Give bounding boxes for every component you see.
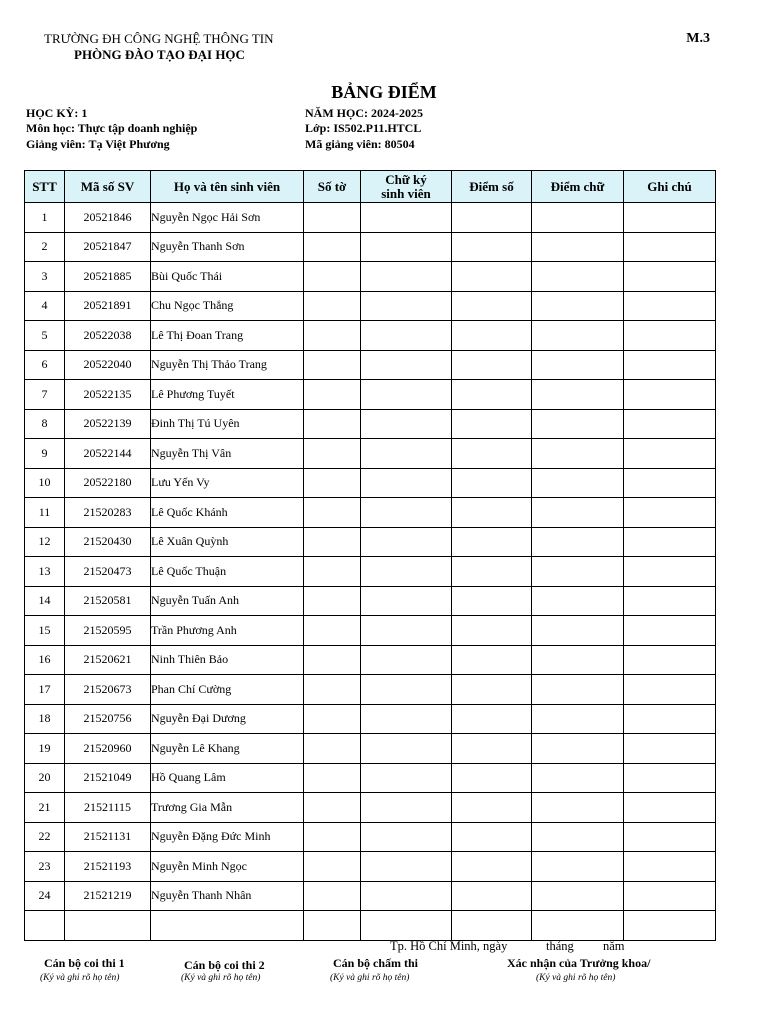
student-id-cell: [65, 911, 151, 941]
score-words-cell: [532, 793, 624, 823]
signature-cell: [361, 704, 452, 734]
signature-cell: [361, 793, 452, 823]
score-cell: [452, 262, 532, 292]
stt-cell: 20: [25, 763, 65, 793]
signature-cell: [361, 852, 452, 882]
table-row: [25, 645, 716, 675]
note-cell: [624, 527, 716, 557]
table-row: [25, 557, 716, 587]
student-name-cell: Nguyễn Thị Vân: [151, 439, 304, 469]
signature-cell: [361, 911, 452, 941]
sheet-count-cell: [304, 409, 361, 439]
note-cell: [624, 439, 716, 469]
note-cell: [624, 645, 716, 675]
column-header-signature: Chữ ký sinh viên: [361, 171, 452, 203]
signature-cell: [361, 675, 452, 705]
class-label: Lớp: IS502.P11.HTCL: [305, 121, 422, 135]
year-label: năm: [603, 939, 625, 953]
student-id-cell: 20521891: [65, 291, 151, 321]
stt-cell: 16: [25, 645, 65, 675]
note-cell: [624, 291, 716, 321]
stt-cell: 18: [25, 704, 65, 734]
stt-cell: 2: [25, 232, 65, 262]
signature-cell: [361, 586, 452, 616]
score-cell: [452, 468, 532, 498]
note-cell: [624, 734, 716, 764]
stt-cell: 6: [25, 350, 65, 380]
note-cell: [624, 793, 716, 823]
table-row: [25, 350, 716, 380]
stt-cell: 8: [25, 409, 65, 439]
table-row: [25, 763, 716, 793]
score-words-cell: [532, 350, 624, 380]
signature-cell: [361, 232, 452, 262]
student-id-cell: 20522180: [65, 468, 151, 498]
signer-note-grader: (Ký và ghi rõ họ tên): [330, 973, 410, 983]
student-name-cell: Trương Gia Mẫn: [151, 793, 304, 823]
score-cell: [452, 498, 532, 528]
sheet-count-cell: [304, 675, 361, 705]
signature-cell: [361, 763, 452, 793]
table-row: [25, 321, 716, 351]
score-cell: [452, 616, 532, 646]
score-cell: [452, 232, 532, 262]
student-name-cell: Nguyễn Thị Thảo Trang: [151, 350, 304, 380]
score-words-cell: [532, 763, 624, 793]
form-code: M.3: [686, 31, 710, 46]
signature-cell: [361, 498, 452, 528]
grade-table: [24, 170, 716, 941]
note-cell: [624, 557, 716, 587]
score-words-cell: [532, 645, 624, 675]
sheet-count-cell: [304, 557, 361, 587]
sheet-count-cell: [304, 645, 361, 675]
stt-cell: 10: [25, 468, 65, 498]
stt-cell: 22: [25, 822, 65, 852]
stt-cell: 15: [25, 616, 65, 646]
score-words-cell: [532, 911, 624, 941]
signature-cell: [361, 468, 452, 498]
student-name-cell: Chu Ngọc Thắng: [151, 291, 304, 321]
score-cell: [452, 439, 532, 469]
table-row: [25, 616, 716, 646]
student-id-cell: 21520960: [65, 734, 151, 764]
signature-cell: [361, 350, 452, 380]
score-words-cell: [532, 203, 624, 233]
note-cell: [624, 409, 716, 439]
signature-cell: [361, 645, 452, 675]
column-header-sheet-count: Số tờ: [304, 171, 361, 203]
month-label: tháng: [546, 939, 574, 953]
student-id-cell: 21520673: [65, 675, 151, 705]
student-id-cell: 21521131: [65, 822, 151, 852]
stt-cell: 19: [25, 734, 65, 764]
semester-label: HỌC KỲ: 1: [26, 106, 88, 120]
note-cell: [624, 586, 716, 616]
note-cell: [624, 881, 716, 911]
sheet-count-cell: [304, 498, 361, 528]
student-name-cell: Lê Xuân Quỳnh: [151, 527, 304, 557]
student-name-cell: Nguyễn Tuấn Anh: [151, 586, 304, 616]
sheet-count-cell: [304, 232, 361, 262]
sheet-count-cell: [304, 380, 361, 410]
stt-cell: 21: [25, 793, 65, 823]
score-cell: [452, 645, 532, 675]
sheet-count-cell: [304, 468, 361, 498]
score-words-cell: [532, 439, 624, 469]
signer-title-proctor-2: Cán bộ coi thi 2: [184, 958, 265, 972]
student-name-cell: Nguyễn Đặng Đức Minh: [151, 822, 304, 852]
score-words-cell: [532, 527, 624, 557]
score-words-cell: [532, 321, 624, 351]
score-cell: [452, 734, 532, 764]
table-row: [25, 498, 716, 528]
score-cell: [452, 586, 532, 616]
score-words-cell: [532, 291, 624, 321]
table-row: [25, 675, 716, 705]
note-cell: [624, 232, 716, 262]
student-id-cell: 20521846: [65, 203, 151, 233]
score-words-cell: [532, 586, 624, 616]
score-words-cell: [532, 557, 624, 587]
score-words-cell: [532, 380, 624, 410]
sheet-count-cell: [304, 852, 361, 882]
signature-cell: [361, 557, 452, 587]
lecturer-label: Giảng viên: Tạ Việt Phương: [26, 137, 170, 151]
sheet-count-cell: [304, 616, 361, 646]
stt-cell: 23: [25, 852, 65, 882]
signature-cell: [361, 203, 452, 233]
score-words-cell: [532, 616, 624, 646]
student-id-cell: 21520756: [65, 704, 151, 734]
sheet-count-cell: [304, 822, 361, 852]
sheet-count-cell: [304, 763, 361, 793]
table-row: [25, 203, 716, 233]
student-name-cell: Nguyễn Ngọc Hải Sơn: [151, 203, 304, 233]
student-name-cell: Nguyễn Minh Ngọc: [151, 852, 304, 882]
note-cell: [624, 262, 716, 292]
note-cell: [624, 468, 716, 498]
student-id-cell: 21520581: [65, 586, 151, 616]
signature-cell: [361, 409, 452, 439]
score-words-cell: [532, 675, 624, 705]
sheet-count-cell: [304, 527, 361, 557]
student-name-cell: [151, 911, 304, 941]
stt-cell: 4: [25, 291, 65, 321]
table-row: [25, 527, 716, 557]
note-cell: [624, 852, 716, 882]
signature-cell: [361, 881, 452, 911]
table-header-row: [25, 171, 716, 203]
score-cell: [452, 822, 532, 852]
stt-cell: 1: [25, 203, 65, 233]
student-id-cell: 21521219: [65, 881, 151, 911]
page-title: BẢNG ĐIỂM: [331, 82, 437, 102]
student-name-cell: Đinh Thị Tú Uyên: [151, 409, 304, 439]
score-words-cell: [532, 232, 624, 262]
sheet-count-cell: [304, 734, 361, 764]
stt-cell: 9: [25, 439, 65, 469]
student-name-cell: Lê Thị Đoan Trang: [151, 321, 304, 351]
student-id-cell: 21521049: [65, 763, 151, 793]
table-row: [25, 586, 716, 616]
student-id-cell: 20521847: [65, 232, 151, 262]
stt-cell: 7: [25, 380, 65, 410]
signature-cell: [361, 734, 452, 764]
score-cell: [452, 557, 532, 587]
table-row: [25, 704, 716, 734]
student-id-cell: 20522038: [65, 321, 151, 351]
score-cell: [452, 527, 532, 557]
table-row: [25, 852, 716, 882]
sheet-count-cell: [304, 350, 361, 380]
student-id-cell: 20522040: [65, 350, 151, 380]
table-row: [25, 734, 716, 764]
signer-title-proctor-1: Cán bộ coi thi 1: [44, 956, 125, 970]
note-cell: [624, 203, 716, 233]
stt-cell: 3: [25, 262, 65, 292]
signature-cell: [361, 380, 452, 410]
note-cell: [624, 763, 716, 793]
score-cell: [452, 321, 532, 351]
note-cell: [624, 616, 716, 646]
stt-cell: 13: [25, 557, 65, 587]
stt-cell: [25, 911, 65, 941]
student-name-cell: Nguyễn Thanh Sơn: [151, 232, 304, 262]
student-name-cell: Lê Phương Tuyết: [151, 380, 304, 410]
note-cell: [624, 822, 716, 852]
column-header-score-words: Điểm chữ: [532, 171, 624, 203]
score-words-cell: [532, 852, 624, 882]
note-cell: [624, 380, 716, 410]
score-words-cell: [532, 409, 624, 439]
signer-note-proctor-1: (Ký và ghi rõ họ tên): [40, 973, 120, 983]
table-row: [25, 262, 716, 292]
stt-cell: 17: [25, 675, 65, 705]
signature-cell: [361, 262, 452, 292]
score-words-cell: [532, 498, 624, 528]
student-name-cell: Nguyễn Thanh Nhân: [151, 881, 304, 911]
signer-title-dean: Xác nhận của Trưởng khoa/: [507, 956, 651, 970]
signer-note-dean: (Ký và ghi rõ họ tên): [536, 973, 616, 983]
table-row: [25, 439, 716, 469]
student-id-cell: 20521885: [65, 262, 151, 292]
note-cell: [624, 911, 716, 941]
note-cell: [624, 675, 716, 705]
course-label: Môn học: Thực tập doanh nghiệp: [26, 121, 198, 135]
signature-cell: [361, 321, 452, 351]
note-cell: [624, 498, 716, 528]
score-cell: [452, 203, 532, 233]
student-id-cell: 21521193: [65, 852, 151, 882]
sheet-count-cell: [304, 203, 361, 233]
student-name-cell: Lê Quốc Thuận: [151, 557, 304, 587]
table-row: [25, 881, 716, 911]
score-words-cell: [532, 262, 624, 292]
stt-cell: 14: [25, 586, 65, 616]
student-id-cell: 21521115: [65, 793, 151, 823]
signer-note-proctor-2: (Ký và ghi rõ họ tên): [181, 973, 261, 983]
student-name-cell: Hồ Quang Lâm: [151, 763, 304, 793]
student-id-cell: 21520283: [65, 498, 151, 528]
student-id-cell: 20522139: [65, 409, 151, 439]
score-words-cell: [532, 822, 624, 852]
note-cell: [624, 321, 716, 351]
score-cell: [452, 409, 532, 439]
score-words-cell: [532, 704, 624, 734]
signature-cell: [361, 616, 452, 646]
student-id-cell: 21520621: [65, 645, 151, 675]
signature-cell: [361, 439, 452, 469]
student-id-cell: 21520430: [65, 527, 151, 557]
sheet-count-cell: [304, 439, 361, 469]
table-row: [25, 793, 716, 823]
place-date-label: Tp. Hồ Chí Minh, ngày: [390, 939, 508, 953]
table-row: [25, 822, 716, 852]
sheet-count-cell: [304, 881, 361, 911]
student-id-cell: 20522135: [65, 380, 151, 410]
score-cell: [452, 380, 532, 410]
table-row: [25, 409, 716, 439]
sheet-count-cell: [304, 262, 361, 292]
student-id-cell: 20522144: [65, 439, 151, 469]
sheet-count-cell: [304, 793, 361, 823]
department-name: PHÒNG ĐÀO TẠO ĐẠI HỌC: [74, 47, 245, 62]
signature-cell: [361, 822, 452, 852]
signer-title-grader: Cán bộ chấm thi: [333, 956, 419, 970]
sheet-count-cell: [304, 911, 361, 941]
score-cell: [452, 763, 532, 793]
score-cell: [452, 291, 532, 321]
stt-cell: 12: [25, 527, 65, 557]
column-header-score: Điểm số: [452, 171, 532, 203]
student-name-cell: Trần Phương Anh: [151, 616, 304, 646]
column-header-note: Ghi chú: [624, 171, 716, 203]
column-header-stt: STT: [25, 171, 65, 203]
student-name-cell: Ninh Thiên Bảo: [151, 645, 304, 675]
student-name-cell: Lưu Yến Vy: [151, 468, 304, 498]
table-row: [25, 291, 716, 321]
score-cell: [452, 704, 532, 734]
column-header-student-id: Mã số SV: [65, 171, 151, 203]
student-name-cell: Lê Quốc Khánh: [151, 498, 304, 528]
score-words-cell: [532, 468, 624, 498]
score-cell: [452, 675, 532, 705]
table-row: [25, 911, 716, 941]
school-year-label: NĂM HỌC: 2024-2025: [305, 106, 423, 120]
sheet-count-cell: [304, 291, 361, 321]
score-cell: [452, 852, 532, 882]
score-cell: [452, 793, 532, 823]
lecturer-id-label: Mã giảng viên: 80504: [305, 137, 415, 151]
score-cell: [452, 350, 532, 380]
sheet-count-cell: [304, 321, 361, 351]
score-words-cell: [532, 881, 624, 911]
score-cell: [452, 881, 532, 911]
student-name-cell: Nguyễn Lê Khang: [151, 734, 304, 764]
student-id-cell: 21520595: [65, 616, 151, 646]
student-id-cell: 21520473: [65, 557, 151, 587]
student-name-cell: Nguyễn Đại Dương: [151, 704, 304, 734]
table-row: [25, 468, 716, 498]
note-cell: [624, 350, 716, 380]
score-cell: [452, 911, 532, 941]
score-words-cell: [532, 734, 624, 764]
sheet-count-cell: [304, 704, 361, 734]
note-cell: [624, 704, 716, 734]
sheet-count-cell: [304, 586, 361, 616]
table-row: [25, 232, 716, 262]
table-row: [25, 380, 716, 410]
stt-cell: 24: [25, 881, 65, 911]
school-name: TRƯỜNG ĐH CÔNG NGHỆ THÔNG TIN: [44, 31, 274, 46]
stt-cell: 5: [25, 321, 65, 351]
signature-cell: [361, 527, 452, 557]
stt-cell: 11: [25, 498, 65, 528]
student-name-cell: Phan Chí Cường: [151, 675, 304, 705]
student-name-cell: Bùi Quốc Thái: [151, 262, 304, 292]
signature-cell: [361, 291, 452, 321]
column-header-student-name: Họ và tên sinh viên: [151, 171, 304, 203]
